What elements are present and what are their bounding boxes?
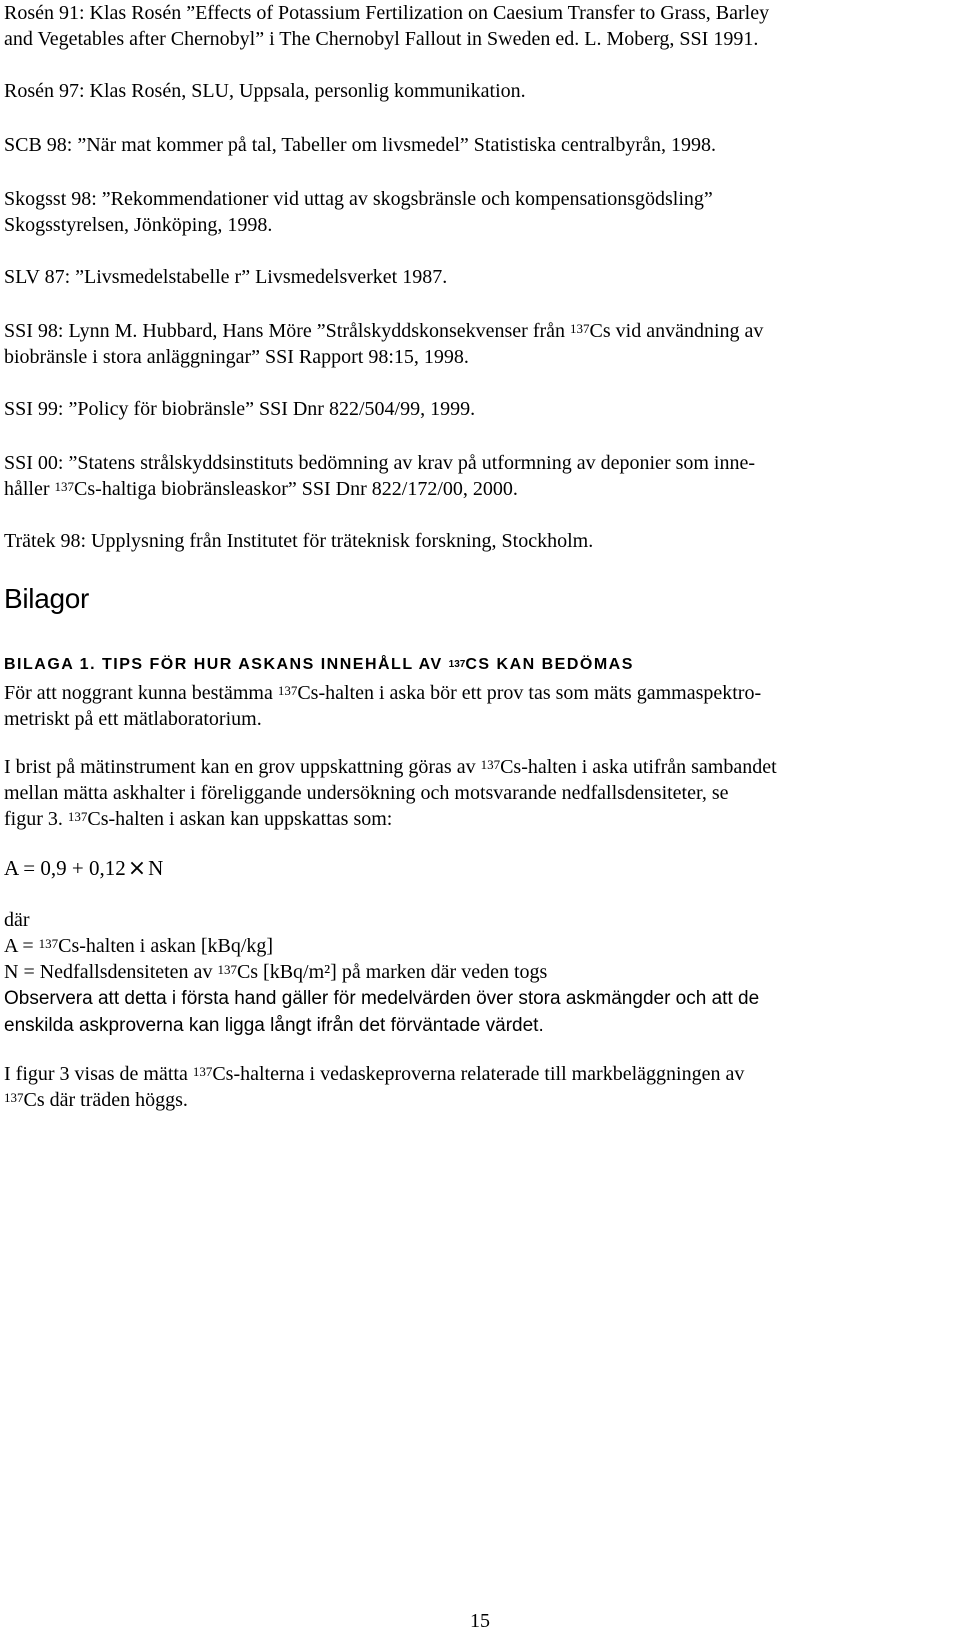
- reference-line: SLV 87: ”Livsmedelstabelle r” Livsmedelsverket 1987.: [4, 266, 448, 288]
- text-run: Cs-halten i askan [kBq/kg]: [58, 935, 274, 957]
- text-run: BILAGA 1. TIPS FÖR HUR ASKANS INNEHÅLL AV: [4, 656, 449, 673]
- isotope-superscript: 137: [54, 479, 75, 494]
- text-run: Cs-halten i aska bör ett prov tas som mäts gammaspektro-: [297, 682, 762, 704]
- definition-n: [4, 959, 944, 985]
- text-run: Cs vid användning av: [589, 320, 764, 342]
- reference-slv-87: [4, 264, 944, 290]
- isotope-superscript: 137: [277, 683, 298, 698]
- text-run: I brist på mätinstrument kan en grov uppskattning göras av: [4, 756, 481, 778]
- reference-line: SSI 99: ”Policy för biobränsle” SSI Dnr 822/504/99, 1999.: [4, 398, 476, 420]
- isotope-superscript: 137: [570, 321, 590, 336]
- observation-line: enskilda askproverna kan ligga långt ifrån det förväntade värdet.: [4, 1015, 544, 1036]
- isotope-superscript: 137: [217, 962, 237, 977]
- reference-line: [4, 476, 944, 502]
- reference-line: and Vegetables after Chernobyl” i The Chernobyl Fallout in Sweden ed. L. Moberg, SSI 1991.: [4, 28, 759, 50]
- reference-tratek-98: [4, 528, 944, 554]
- reference-rosen-91: [4, 0, 944, 52]
- paragraph-line: [4, 1061, 944, 1087]
- text-run: I figur 3 visas de mätta: [4, 1063, 193, 1085]
- text-run: Cs-halten i askan kan uppskattas som:: [87, 808, 393, 830]
- text-run: Cs-haltiga biobränsleaskor” SSI Dnr 822/172/00, 2000.: [74, 478, 518, 500]
- reference-scb-98: [4, 132, 944, 158]
- text-run: För att noggrant kunna bestämma: [4, 682, 278, 704]
- text-run: Cs [kBq/m²] på marken där veden togs: [236, 961, 548, 983]
- appendix-1-heading: [4, 654, 944, 676]
- paragraph-measurement: [4, 680, 944, 732]
- reference-ssi-00: [4, 450, 944, 502]
- definitions-block: [4, 907, 944, 1039]
- reference-line: SSI 00: ”Statens strålskyddsinstituts bedömning av krav på utformning av deponier som inne-: [4, 452, 756, 474]
- reference-line: [4, 318, 944, 344]
- observation-line: Observera att detta i första hand gäller för medelvärden över stora askmängder och att de: [4, 988, 760, 1009]
- text-run: SSI 98: Lynn M. Hubbard, Hans Möre ”Strålskyddskonsekvenser från: [4, 320, 571, 342]
- text-run: figur 3.: [4, 808, 68, 830]
- isotope-superscript: 137: [480, 757, 501, 772]
- paragraph-line: [4, 806, 944, 832]
- text-run: N = Nedfallsdensiteten av: [4, 961, 218, 983]
- definition-a: [4, 933, 944, 959]
- text-run: håller: [4, 478, 55, 500]
- paragraph-line: mellan mätta askhalter i föreliggande undersökning och motsvarande nedfallsdensiteter, se: [4, 782, 729, 804]
- reference-skogsst-98: [4, 186, 944, 238]
- paragraph-line: [4, 1087, 944, 1113]
- document-content: [4, 0, 944, 1135]
- isotope-superscript: 137: [4, 1090, 24, 1105]
- paragraph-estimation: [4, 754, 944, 832]
- reference-line: Trätek 98: Upplysning från Institutet för träteknisk forskning, Stockholm.: [4, 530, 594, 552]
- paragraph-figure-reference: [4, 1061, 944, 1113]
- definitions-intro: där: [4, 909, 30, 931]
- text-run: Cs-halten i aska utifrån sambandet: [500, 756, 777, 778]
- paragraph-line: [4, 680, 944, 706]
- reference-rosen-97: [4, 78, 944, 104]
- text-run: A =: [4, 935, 39, 957]
- reference-line: Rosén 97: Klas Rosén, SLU, Uppsala, personlig kommunikation.: [4, 80, 526, 102]
- isotope-superscript: 137: [448, 659, 466, 670]
- reference-line: SCB 98: ”När mat kommer på tal, Tabeller om livsmedel” Statistiska centralbyrån, 1998.: [4, 134, 716, 156]
- paragraph-line: metriskt på ett mätlaboratorium.: [4, 708, 262, 730]
- isotope-superscript: 137: [192, 1064, 213, 1079]
- page-number: 15: [470, 1610, 490, 1632]
- text-run: Cs-halterna i vedaskeproverna relaterade till markbeläggningen av: [212, 1063, 745, 1085]
- formula: [4, 854, 944, 883]
- isotope-superscript: 137: [67, 809, 88, 824]
- formula-right: N: [148, 856, 164, 880]
- reference-ssi-99: [4, 396, 944, 422]
- text-run: CS KAN BEDÖMAS: [465, 656, 634, 673]
- reference-line: Rosén 91: Klas Rosén ”Effects of Potassium Fertilization on Caesium Transfer to Grass, Barley: [4, 2, 770, 24]
- multiply-sign: ×: [127, 856, 147, 881]
- reference-ssi-98: [4, 318, 944, 370]
- section-heading-bilagor: Bilagor: [4, 583, 90, 614]
- isotope-superscript: 137: [38, 936, 59, 951]
- reference-line: biobränsle i stora anläggningar” SSI Rapport 98:15, 1998.: [4, 346, 469, 368]
- paragraph-line: [4, 754, 944, 780]
- text-run: Cs där träden höggs.: [23, 1089, 188, 1111]
- formula-left: A = 0,9 + 0,12: [4, 856, 126, 880]
- reference-line: Skogsstyrelsen, Jönköping, 1998.: [4, 214, 273, 236]
- reference-line: Skogsst 98: ”Rekommendationer vid uttag av skogsbränsle och kompensationsgödsling”: [4, 188, 713, 210]
